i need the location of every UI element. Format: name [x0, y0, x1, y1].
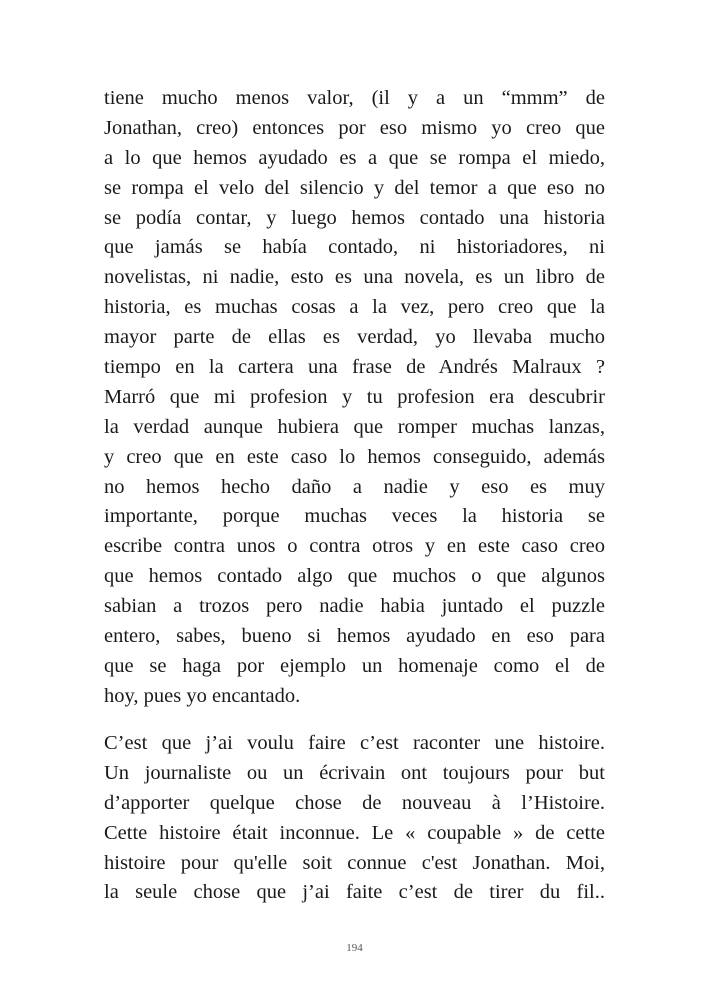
text-line: escribe contra unos o contra otros y en este caso creo — [104, 535, 605, 558]
text-line: y creo que en este caso lo hemos conseguido, además — [104, 445, 605, 468]
text-line: la seule chose que j’ai faite c’est de tirer du fil.. — [104, 881, 605, 904]
text-line: tiempo en la cartera una frase de Andrés Malraux ? — [104, 356, 605, 379]
text-line: hoy, pues yo encantado. — [104, 684, 301, 707]
text-line: la verdad aunque hubiera que romper muchas lanzas, — [104, 415, 605, 438]
text-line: Cette histoire était inconnue. Le « coupable » de cette — [104, 821, 605, 844]
text-line: a lo que hemos ayudado es a que se rompa el miedo, — [104, 146, 605, 169]
paragraph-french-quote — [104, 729, 605, 908]
text-line: Jonathan, creo) entonces por eso mismo yo creo que — [104, 116, 605, 139]
text-line: que jamás se había contado, ni historiadores, ni — [104, 236, 605, 259]
text-line: historia, es muchas cosas a la vez, pero creo que la — [104, 296, 605, 319]
page-number: 194 — [346, 942, 363, 954]
text-line: que hemos contado algo que muchos o que algunos — [104, 565, 605, 588]
text-line: importante, porque muchas veces la historia se — [104, 505, 605, 528]
text-line: mayor parte de ellas es verdad, yo llevaba mucho — [104, 326, 605, 349]
text-line: que se haga por ejemplo un homenaje como el de — [104, 654, 605, 677]
text-line: tiene mucho menos valor, (il y a un “mmm” de — [104, 87, 605, 109]
text-line: C’est que j’ai voulu faire c’est raconter une histoire. — [104, 732, 605, 754]
text-line: Un journaliste ou un écrivain ont toujours pour but — [104, 761, 605, 784]
text-line: Marró que mi profesion y tu profesion era descubrir — [104, 385, 605, 408]
text-line: novelistas, ni nadie, esto es una novela, es un libro de — [104, 266, 605, 289]
text-line: sabian a trozos pero nadie habia juntado el puzzle — [104, 595, 605, 618]
text-line: no hemos hecho daño a nadie y eso es muy — [104, 475, 605, 498]
text-line: histoire pour qu'elle soit connue c'est Jonathan. Moi, — [104, 851, 605, 874]
paragraph-spanish-quote — [104, 84, 605, 712]
text-line: se rompa el velo del silencio y del temor a que eso no — [104, 176, 605, 199]
text-line: se podía contar, y luego hemos contado una historia — [104, 206, 605, 229]
text-line: d’apporter quelque chose de nouveau à l’Histoire. — [104, 791, 605, 814]
text-line: entero, sabes, bueno si hemos ayudado en eso para — [104, 625, 605, 648]
